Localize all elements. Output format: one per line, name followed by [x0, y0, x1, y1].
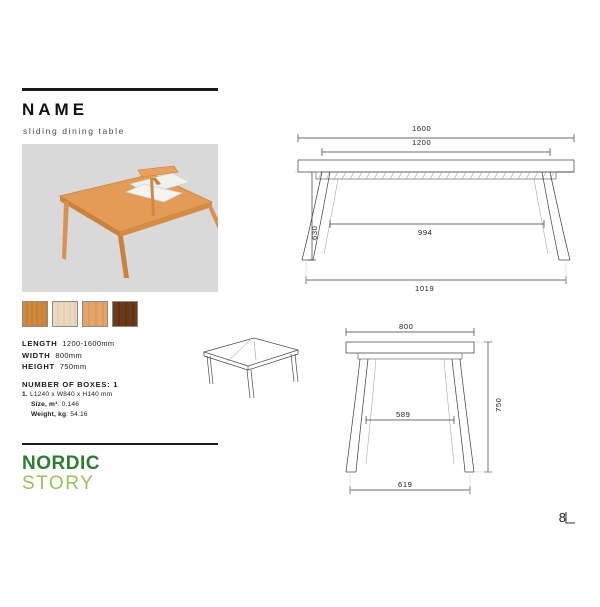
boxes-heading: NUMBER OF BOXES: 1: [22, 379, 119, 389]
perspective-drawing: [198, 330, 308, 402]
box-weight-label: Weight, kg: [31, 410, 67, 418]
swatch-oak-natural[interactable]: [22, 301, 48, 327]
logo-divider: [22, 443, 218, 445]
page-number: 8: [558, 510, 566, 525]
spec-label: HEIGHT: [22, 362, 55, 372]
dim-side-top-width: 800: [399, 322, 414, 331]
spec-label: WIDTH: [22, 350, 51, 360]
dim-front-height: 630: [310, 225, 319, 240]
swatch-light-oak[interactable]: [82, 301, 108, 327]
spec-label: LENGTH: [22, 339, 58, 348]
finish-swatches: [22, 301, 138, 327]
table-photo-illustration: [22, 144, 218, 292]
front-elevation-drawing: [286, 120, 586, 300]
wood-grain-icon: [23, 302, 48, 327]
box-dimensions: L1240 x W840 x H140 mm: [29, 391, 113, 399]
swatch-white-washed[interactable]: [52, 301, 78, 327]
box-weight-value: : 54.16: [66, 410, 88, 418]
spec-value: 800mm: [55, 350, 83, 360]
dim-front-top-outer: 1600: [412, 124, 432, 133]
dim-front-bottom-width: 1019: [415, 284, 435, 293]
box-index: 1.: [22, 391, 28, 399]
title-divider: [22, 88, 218, 91]
product-photo: [22, 144, 218, 292]
side-elevation-svg: [332, 316, 512, 508]
dim-side-height: 750: [494, 397, 503, 412]
dim-front-top-inner: 1200: [412, 138, 432, 147]
wood-grain-icon: [83, 302, 108, 327]
dim-side-inner-width: 589: [396, 410, 411, 419]
box-size-value: : 0.146: [57, 400, 80, 408]
dim-side-bottom-width: 619: [398, 480, 413, 489]
side-elevation-drawing: [332, 316, 512, 508]
wood-grain-icon: [113, 302, 138, 327]
box-size-label: Size, m³: [31, 400, 58, 408]
swatch-dark-walnut[interactable]: [112, 301, 138, 327]
spec-value: 1200-1600mm: [62, 339, 115, 348]
brand-logo: [22, 454, 100, 493]
page-subtitle: sliding dining table: [23, 126, 125, 136]
perspective-svg: [198, 330, 308, 402]
logo-line-2: STORY: [22, 473, 95, 494]
spec-value: 750mm: [59, 362, 87, 372]
box-weight-row: [31, 410, 232, 420]
dim-front-inner-width: 994: [418, 228, 433, 237]
logo-line-1: NORDIC: [22, 453, 100, 474]
page-corner-mark-icon: [564, 511, 576, 525]
page-title: NAME: [22, 100, 89, 119]
front-elevation-svg: [286, 120, 586, 300]
wood-grain-icon: [53, 302, 78, 327]
